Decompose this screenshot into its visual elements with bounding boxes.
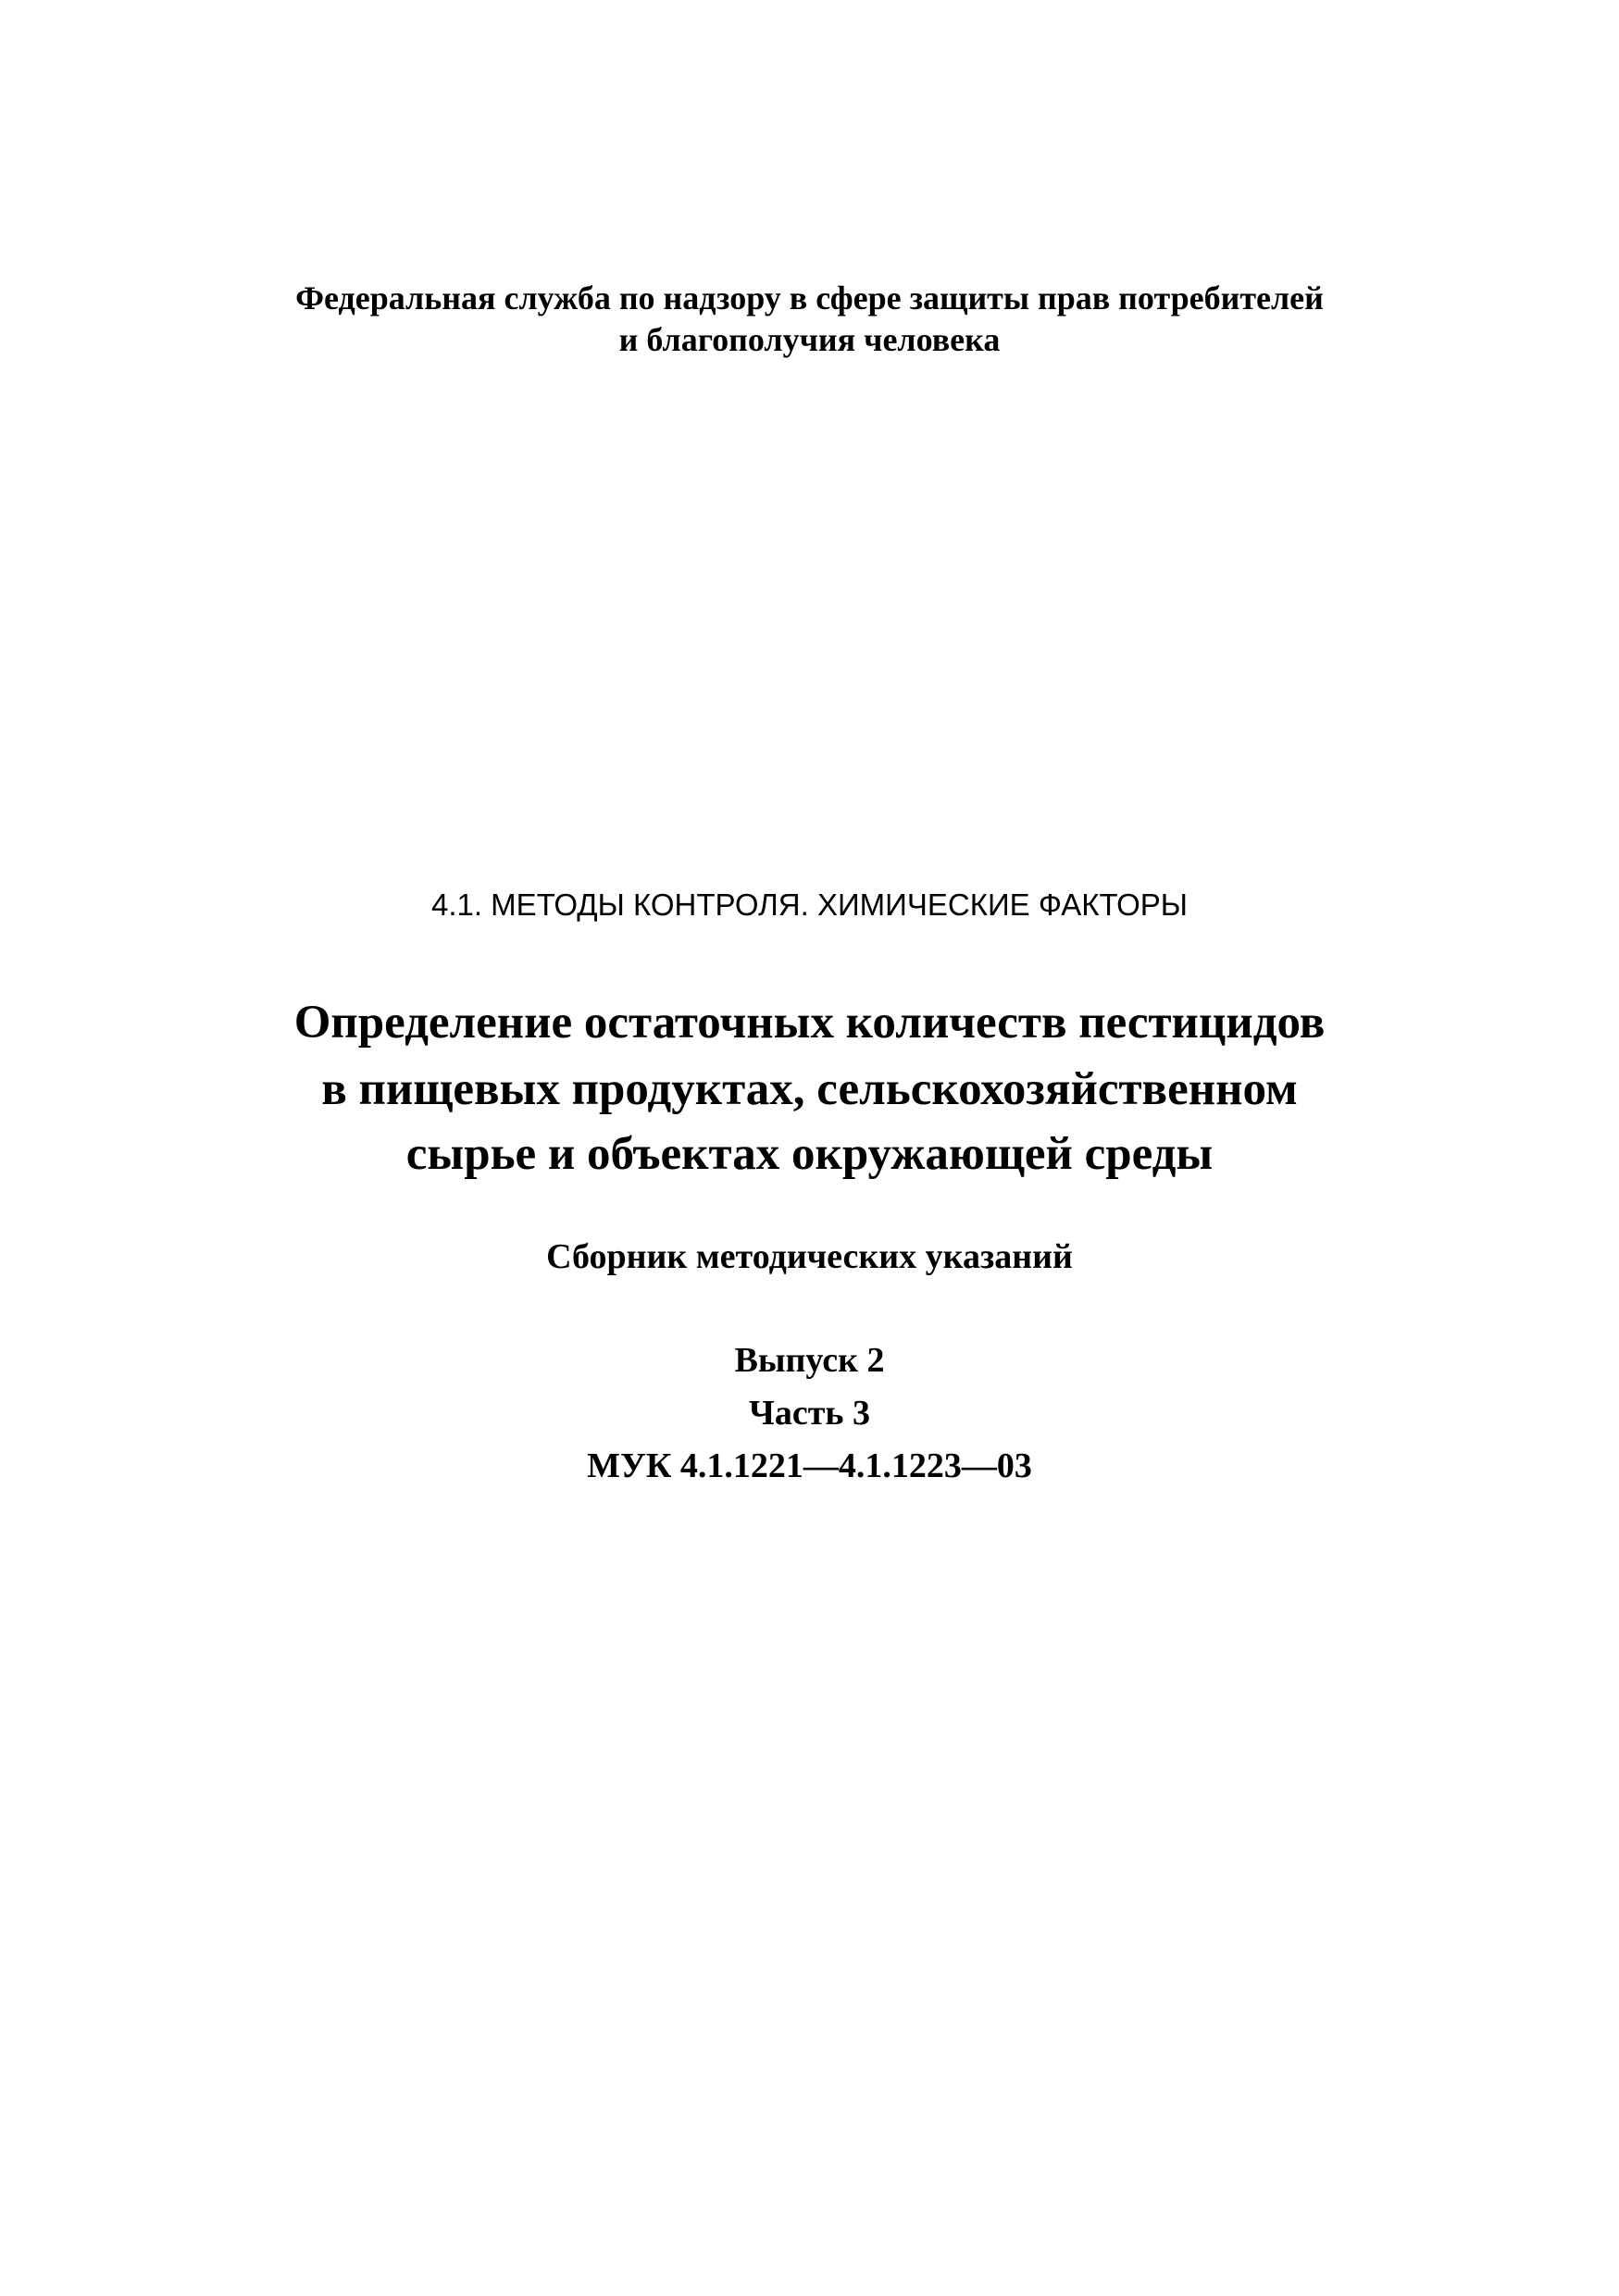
section-heading: 4.1. МЕТОДЫ КОНТРОЛЯ. ХИМИЧЕСКИЕ ФАКТОРЫ — [430, 887, 1189, 922]
agency-name-line-1: Федеральная служба по надзору в сфере защиты прав потребителей — [295, 279, 1324, 316]
document-subtitle: Сборник методических указаний — [546, 1237, 1073, 1276]
issue-part: Часть 3 — [748, 1394, 870, 1433]
title-line-3: сырье и объектах окружающей среды — [405, 1128, 1214, 1180]
title-line-2: в пищевых продуктах, сельскохозяйственном — [321, 1063, 1298, 1115]
issue-volume: Выпуск 2 — [734, 1341, 885, 1380]
document-code: МУК 4.1.1221—4.1.1223—03 — [587, 1446, 1032, 1485]
title-line-1: Определение остаточных количеств пестицидов — [293, 997, 1326, 1049]
agency-name-line-2: и благополучия человека — [618, 321, 1001, 358]
